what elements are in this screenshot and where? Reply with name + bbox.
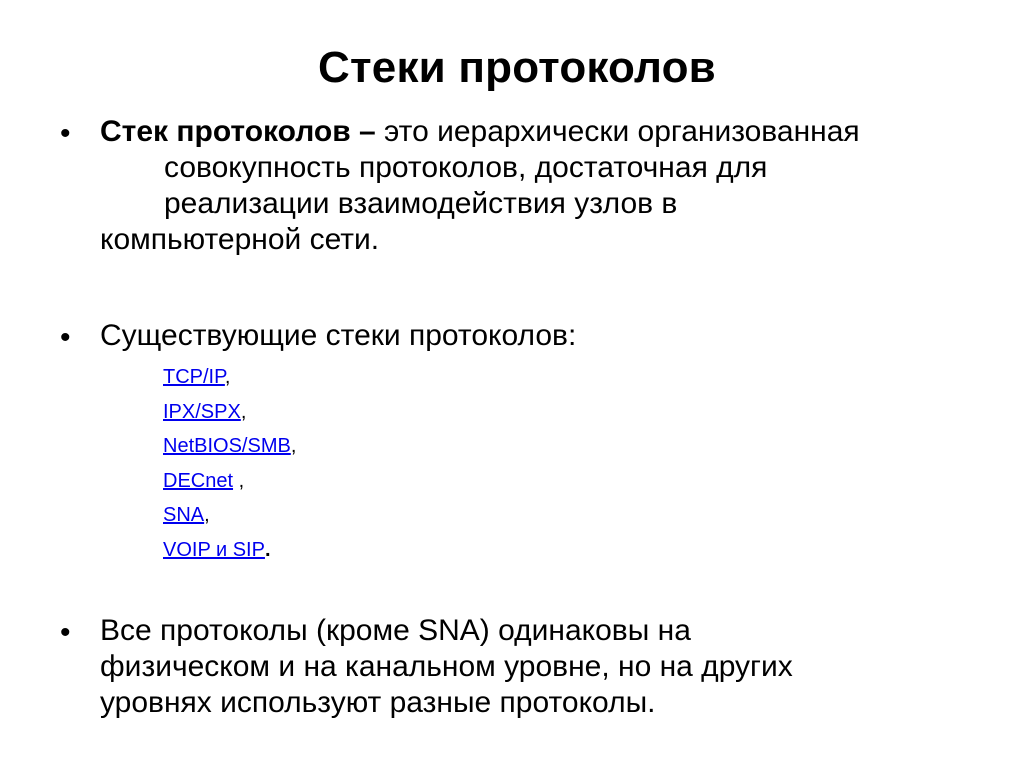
item-separator: ,: [204, 504, 210, 526]
bullet-marker: •: [60, 616, 71, 649]
bullet-2-text: Существующие стеки протоколов:: [100, 319, 577, 352]
item-separator: ,: [290, 435, 297, 457]
bullet-1-line-2: совокупность протоколов, достаточная для: [164, 151, 768, 184]
protocol-link-decnet[interactable]: DECnet: [163, 469, 234, 492]
bullet-1-line-1: [100, 114, 860, 150]
list-item: [163, 533, 296, 568]
bullet-1-term: Стек протоколов –: [100, 115, 376, 148]
bullet-3-line-3: уровнях используют разные протоколы.: [100, 686, 656, 719]
bullet-1-line-4: компьютерной сети.: [100, 223, 380, 256]
list-item: [163, 498, 296, 533]
bullet-1-line-3: реализации взаимодействия узлов в: [164, 187, 678, 220]
list-item: [163, 360, 296, 395]
bullet-1-text: [100, 114, 860, 258]
bullet-3-text: [100, 613, 793, 721]
item-separator: .: [264, 538, 271, 561]
protocol-link-ipx-spx[interactable]: IPX/SPX: [163, 400, 241, 423]
protocol-link-sna[interactable]: SNA: [163, 504, 205, 526]
item-separator: ,: [240, 400, 247, 423]
list-item: [163, 429, 296, 464]
bullet-1-line-1-text: это иерархически организованная: [375, 115, 860, 148]
bullet-3-line-1: Все протоколы (кроме SNA) одинаковы на: [100, 614, 691, 647]
bullet-3-line-2: физическом и на канальном уровне, но на других: [100, 650, 793, 683]
protocol-link-tcp-ip[interactable]: TCP/IP: [163, 366, 225, 388]
slide-title: Стеки протоколов: [318, 43, 716, 92]
bullet-marker: •: [60, 117, 71, 150]
list-item: [163, 464, 296, 499]
protocol-link-voip-sip[interactable]: VOIP и SIP: [163, 538, 265, 561]
item-separator: ,: [233, 469, 245, 492]
item-separator: ,: [224, 366, 231, 388]
bullet-marker: •: [60, 321, 71, 354]
protocol-link-netbios-smb[interactable]: NetBIOS/SMB: [163, 435, 291, 457]
list-item: [163, 395, 296, 430]
protocol-stack-list: [163, 360, 296, 567]
